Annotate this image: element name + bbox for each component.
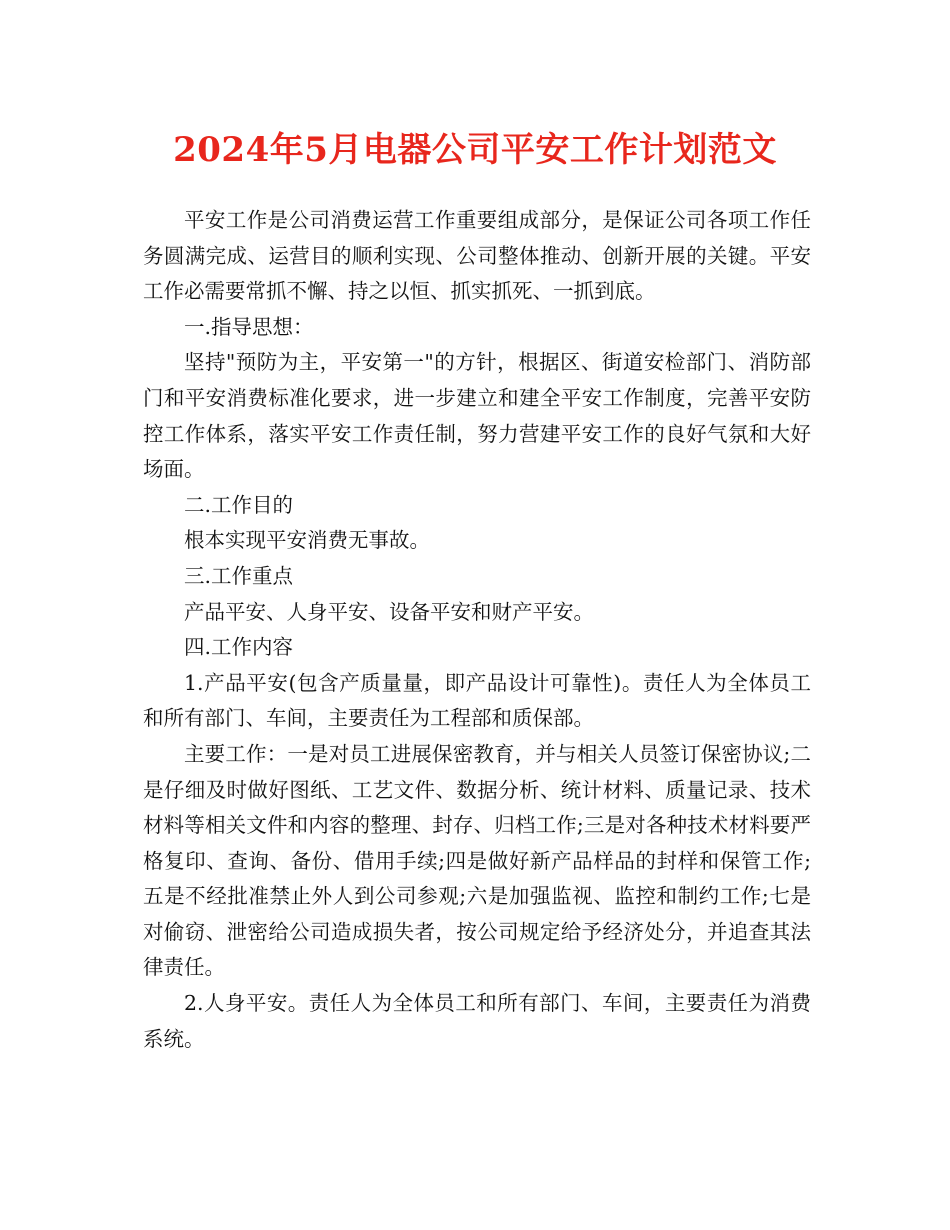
- heading-work-focus: 三.工作重点: [184, 563, 294, 588]
- paragraph-guiding-ideology: 坚持"预防为主，平安第一"的方针，根据区、街道安检部门、消防部门和平安消费标准化要求，进一步建立和建全平安工作制度，完善平安防控工作体系，落实平安工作责任制，努力营建平安工作的良好气氛和大好场面。: [143, 350, 811, 482]
- heading-guiding-ideology: 一.指导思想：: [184, 314, 314, 339]
- paragraph-intro: 平安工作是公司消费运营工作重要组成部分，是保证公司各项工作任务圆满完成、运营目的顺利实现、公司整体推动、创新开展的关键。平安工作必需要常抓不懈、持之以恒、抓实抓死、一抓到底。: [143, 208, 811, 304]
- paragraph-work-goal: 根本实现平安消费无事故。: [184, 528, 430, 553]
- document-body: [143, 203, 811, 1057]
- paragraph-personal-safety: 2.人身平安。责任人为全体员工和所有部门、车间，主要责任为消费系统。: [143, 991, 811, 1051]
- paragraph-work-focus: 产品平安、人身平安、设备平安和财产平安。: [184, 599, 594, 624]
- paragraph-main-work: 主要工作：一是对员工进展保密教育，并与相关人员签订保密协议;二是仔细及时做好图纸、工艺文件、数据分析、统计材料、质量记录、技术材料等相关文件和内容的整理、封存、归档工作;三是对各种技术材料要严格复印、查询、备份、借用手续;四是做好新产品样品的封样和保管工作;五是不经批准禁止外人到公司参观;六是加强监视、监控和制约工作;七是对偷窃、泄密给公司造成损失者，按公司规定给予经济处分，并追查其法律责任。: [143, 741, 811, 980]
- document-title: 2024年5月电器公司平安工作计划范文: [173, 130, 777, 170]
- heading-work-content: 四.工作内容: [184, 635, 294, 660]
- heading-work-goal: 二.工作目的: [184, 492, 294, 517]
- paragraph-product-safety: 1.产品平安(包含产质量量，即产品设计可靠性)。责任人为全体员工和所有部门、车间，主要责任为工程部和质保部。: [143, 670, 811, 731]
